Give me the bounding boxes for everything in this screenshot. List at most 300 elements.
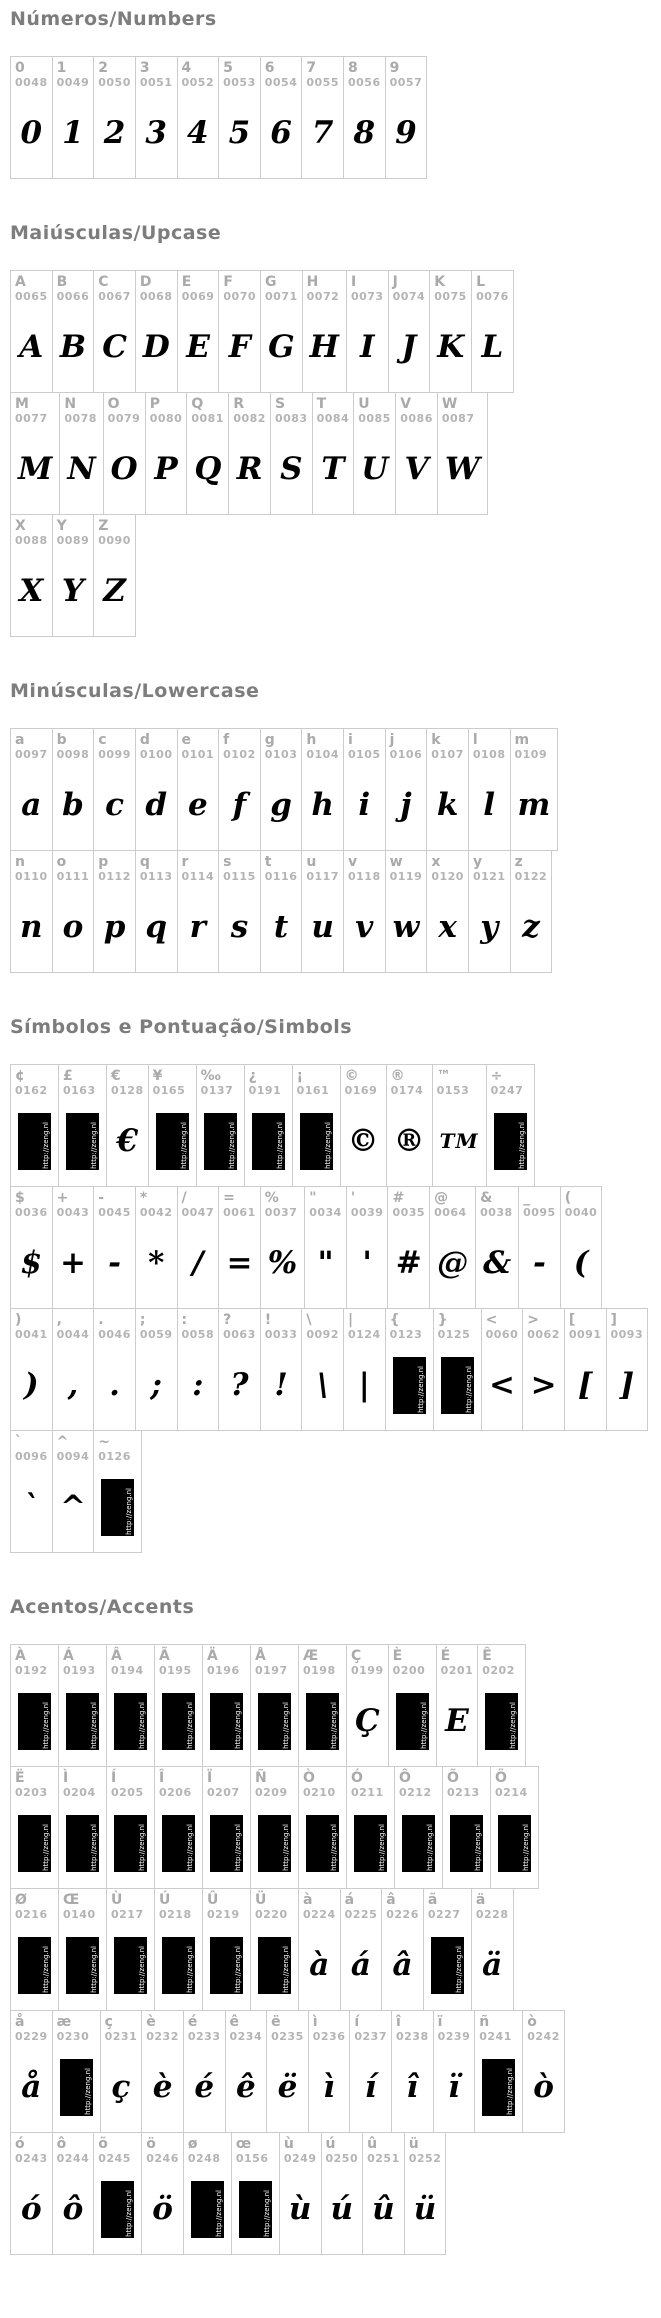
cell-glyph [347, 1224, 388, 1308]
cell-char-label: D [139, 274, 152, 290]
cell-glyph [430, 308, 471, 392]
cell-glyph [511, 888, 552, 972]
glyph-char: T [321, 451, 345, 487]
cell-char-label: ; [139, 1312, 146, 1328]
cell-char-label: B [56, 274, 68, 290]
cell-glyph [136, 308, 177, 392]
cell-glyph [427, 888, 468, 972]
cell-unicode-code: 0121 [472, 870, 506, 883]
char-cell [429, 270, 472, 393]
missing-glyph-box [239, 2181, 272, 2238]
cell-header [232, 2133, 279, 2170]
cell-header [53, 851, 94, 888]
cell-char-label: _ [523, 1190, 531, 1206]
cell-header [178, 1309, 219, 1346]
char-cell [106, 1644, 155, 1767]
cell-header [302, 1309, 343, 1346]
glyph-char: L [481, 329, 504, 365]
missing-glyph-box [402, 1815, 435, 1872]
cell-glyph [178, 1346, 219, 1430]
cell-unicode-code: 0156 [235, 2152, 269, 2165]
cell-header [523, 2011, 564, 2048]
cell-header [344, 851, 385, 888]
cell-header [53, 1187, 94, 1224]
char-cell [468, 850, 511, 973]
char-cell [437, 392, 488, 515]
cell-header [197, 1065, 244, 1102]
cell-glyph [261, 308, 302, 392]
cell-glyph [53, 888, 94, 972]
cell-char-label: < [485, 1312, 498, 1328]
cell-header [388, 1187, 429, 1224]
glyph-char: i [358, 787, 371, 823]
glyph-char: S [280, 451, 303, 487]
char-cell [93, 56, 136, 179]
cell-header [482, 1309, 523, 1346]
cell-char-label: ç [104, 2014, 113, 2030]
cell-glyph [434, 2048, 475, 2132]
cell-glyph [523, 2048, 564, 2132]
cell-unicode-code: 0250 [325, 2152, 359, 2165]
glyph-char: é [194, 2069, 215, 2105]
cell-glyph [443, 1804, 490, 1888]
cell-unicode-code: 0235 [271, 2030, 304, 2043]
missing-glyph-box [101, 1479, 134, 1536]
cell-char-label: ò [527, 2014, 537, 2030]
cell-unicode-code: 0140 [63, 1908, 96, 1921]
cell-unicode-code: 0101 [181, 748, 215, 761]
char-cell [177, 1308, 220, 1431]
cell-glyph [386, 94, 427, 178]
cell-unicode-code: 0036 [15, 1206, 48, 1219]
glyph-char: q [145, 909, 168, 945]
char-row [10, 2010, 564, 2133]
char-cell [391, 2010, 434, 2133]
cell-char-label: E [181, 274, 192, 290]
char-cell [475, 1186, 519, 1309]
cell-char-label: ‰ [200, 1068, 221, 1084]
cell-glyph [60, 430, 102, 514]
cell-unicode-code: 0169 [344, 1084, 378, 1097]
cell-char-label: m [514, 732, 530, 748]
glyph-char: E [186, 329, 210, 365]
cell-unicode-code: 0090 [98, 534, 131, 547]
cell-unicode-code: 0239 [437, 2030, 471, 2043]
cell-header [94, 1309, 135, 1346]
char-cell [260, 56, 303, 179]
char-cell [388, 1644, 437, 1767]
missing-glyph-box [494, 1113, 527, 1170]
cell-glyph [197, 1102, 244, 1186]
cell-unicode-code: 0118 [348, 870, 381, 883]
char-cell [346, 270, 389, 393]
cell-glyph [487, 1102, 534, 1186]
glyph-char: D [142, 329, 170, 365]
cell-glyph [229, 430, 270, 514]
cell-glyph [388, 1224, 429, 1308]
char-cell [10, 1186, 53, 1309]
char-cell [349, 2010, 392, 2133]
cell-glyph [53, 766, 94, 850]
glyph-char: ö [152, 2191, 173, 2227]
glyph-char: G [268, 329, 295, 365]
char-cell [93, 728, 136, 851]
cell-glyph [302, 94, 343, 178]
cell-glyph [53, 2048, 100, 2132]
cell-char-label: À [15, 1648, 26, 1664]
cell-glyph [94, 1468, 141, 1552]
cell-header [94, 1431, 141, 1468]
cell-char-label: ® [390, 1068, 405, 1084]
cell-char-label: ¿ [248, 1068, 257, 1084]
glyph-char: l [483, 787, 496, 823]
glyph-char: ï [448, 2069, 460, 2105]
missing-glyph-box [210, 1937, 243, 1994]
cell-char-label: â [386, 1892, 396, 1908]
char-cell [250, 1888, 299, 2011]
cell-char-label: á [344, 1892, 355, 1908]
cell-header [187, 393, 228, 430]
cell-header [53, 2133, 94, 2170]
cell-unicode-code: 0203 [15, 1786, 48, 1799]
cell-glyph [219, 1224, 260, 1308]
char-cell [52, 56, 95, 179]
cell-header [302, 851, 343, 888]
cell-header [11, 2133, 52, 2170]
cell-glyph [302, 888, 343, 972]
cell-glyph [53, 552, 94, 636]
char-cell [395, 392, 438, 515]
glyph-char: U [361, 451, 389, 487]
char-cell [518, 1186, 561, 1309]
glyph-char: I [359, 329, 375, 365]
missing-glyph-box [60, 2059, 93, 2116]
cell-char-label: P [149, 396, 160, 412]
watermark-text: http://zeng.nl [506, 2067, 515, 2115]
cell-header [472, 1889, 513, 1926]
cell-glyph [437, 1682, 478, 1766]
cell-glyph [347, 1804, 394, 1888]
cell-glyph [155, 1926, 202, 2010]
cell-header [178, 271, 219, 308]
cell-unicode-code: 0119 [389, 870, 423, 883]
cell-glyph [53, 1468, 94, 1552]
char-cell [231, 2132, 280, 2255]
watermark-text: http://zeng.nl [517, 1121, 526, 1169]
cell-char-label: ™ [436, 1068, 451, 1084]
cell-unicode-code: 0196 [207, 1664, 240, 1677]
cell-char-label: p [98, 854, 109, 870]
cell-glyph [136, 766, 177, 850]
cell-header [178, 1187, 219, 1224]
char-cell [58, 1064, 107, 1187]
cell-unicode-code: 0065 [15, 290, 48, 303]
cell-unicode-code: 0038 [480, 1206, 513, 1219]
glyph-char: & [483, 1245, 512, 1281]
cell-header [261, 1187, 304, 1224]
cell-glyph [94, 94, 135, 178]
cell-char-label: F [223, 274, 233, 290]
char-cell [436, 1644, 479, 1767]
char-cell [145, 392, 188, 515]
char-row [10, 56, 426, 179]
cell-header [184, 2011, 225, 2048]
char-cell [388, 270, 431, 393]
missing-glyph-box [162, 1937, 195, 1994]
cell-char-label: J [392, 274, 398, 290]
cell-header [271, 393, 312, 430]
cell-char-label: f [223, 732, 230, 748]
cell-header [94, 57, 135, 94]
cell-char-label: T [316, 396, 327, 412]
cell-char-label: M [15, 396, 29, 412]
cell-unicode-code: 0053 [223, 76, 256, 89]
cell-unicode-code: 0061 [223, 1206, 256, 1219]
cell-glyph [94, 2170, 141, 2254]
cell-glyph [184, 2170, 231, 2254]
cell-unicode-code: 0228 [475, 1908, 509, 1921]
section-title: Símbolos e Pontuação/Simbols [10, 1016, 353, 1038]
cell-header [302, 729, 343, 766]
cell-glyph [136, 1224, 177, 1308]
section-title: Acentos/Accents [10, 1596, 195, 1618]
missing-glyph-box [18, 1693, 51, 1750]
cell-unicode-code: 0080 [149, 412, 183, 425]
glyph-char: ë [277, 2069, 298, 2105]
cell-char-label: a [15, 732, 25, 748]
section-table [10, 1644, 661, 2255]
cell-header [219, 1187, 260, 1224]
char-cell [52, 270, 95, 393]
cell-glyph [482, 1346, 523, 1430]
char-row [10, 1888, 513, 2011]
watermark-text: http://zeng.nl [186, 1823, 194, 1871]
missing-glyph-box [210, 1693, 243, 1750]
cell-header [299, 1889, 340, 1926]
cell-glyph [607, 1346, 648, 1430]
glyph-char: í [364, 2069, 377, 2105]
cell-char-label: ä [475, 1892, 486, 1908]
cell-char-label: ó [15, 2136, 25, 2152]
cell-header [344, 1309, 385, 1346]
watermark-text: http://zeng.nl [378, 1823, 386, 1871]
cell-char-label: Æ [303, 1648, 319, 1664]
cell-unicode-code: 0153 [436, 1084, 470, 1097]
cell-glyph [344, 888, 385, 972]
cell-glyph [511, 766, 558, 850]
cell-header [11, 1645, 58, 1682]
cell-header [386, 851, 427, 888]
cell-char-label: g [264, 732, 275, 748]
cell-header [299, 1645, 346, 1682]
char-cell [387, 1186, 430, 1309]
char-cell [10, 1766, 59, 1889]
missing-glyph-box [18, 1815, 51, 1872]
char-cell [100, 2010, 143, 2133]
cell-glyph [347, 1682, 388, 1766]
glyph-char: J [401, 329, 417, 365]
char-cell [298, 1766, 347, 1889]
section-title: Números/Numbers [10, 8, 217, 30]
cell-char-label: Z [98, 518, 109, 534]
cell-char-label: ë [271, 2014, 281, 2030]
cell-unicode-code: 0079 [107, 412, 141, 425]
cell-unicode-code: 0110 [15, 870, 48, 883]
char-row [10, 514, 135, 637]
watermark-text: http://zeng.nl [138, 1945, 146, 1993]
cell-char-label: o [56, 854, 67, 870]
cell-unicode-code: 0224 [303, 1908, 336, 1921]
cell-char-label: ? [223, 1312, 232, 1328]
cell-char-label: Î [159, 1770, 165, 1786]
cell-char-label: { [389, 1312, 400, 1328]
char-cell [346, 1644, 389, 1767]
glyph-char: ) [23, 1367, 39, 1403]
cell-char-label: A [15, 274, 26, 290]
cell-glyph [344, 1346, 385, 1430]
cell-unicode-code: 0056 [348, 76, 381, 89]
cell-char-label: 3 [139, 60, 150, 76]
cell-header [261, 729, 302, 766]
cell-char-label: N [64, 396, 77, 412]
cell-header [53, 57, 94, 94]
char-cell [52, 1186, 95, 1309]
cell-unicode-code: 0244 [56, 2152, 90, 2165]
char-cell [432, 1064, 487, 1187]
char-cell [106, 1766, 155, 1889]
glyph-char: - [532, 1245, 546, 1281]
section-title: Minúsculas/Lowercase [10, 680, 260, 702]
char-cell [58, 1888, 107, 2011]
cell-glyph [53, 94, 94, 178]
cell-unicode-code: 0078 [64, 412, 97, 425]
glyph-char: î [406, 2069, 419, 2105]
cell-glyph [11, 1682, 58, 1766]
char-cell [385, 56, 428, 179]
missing-glyph-box [162, 1815, 195, 1872]
glyph-char: $ [20, 1245, 43, 1281]
cell-unicode-code: 0095 [523, 1206, 556, 1219]
char-cell [10, 1644, 59, 1767]
cell-unicode-code: 0197 [255, 1664, 288, 1677]
watermark-text: http://zeng.nl [416, 1365, 425, 1413]
cell-glyph [267, 2048, 308, 2132]
cell-unicode-code: 0245 [98, 2152, 131, 2165]
char-cell [135, 850, 178, 973]
cell-unicode-code: 0246 [146, 2152, 179, 2165]
cell-char-label: 6 [264, 60, 275, 76]
cell-unicode-code: 0087 [441, 412, 475, 425]
cell-unicode-code: 0206 [159, 1786, 192, 1799]
cell-glyph [491, 1804, 538, 1888]
cell-glyph [107, 1102, 148, 1186]
cell-unicode-code: 0044 [56, 1328, 90, 1341]
cell-glyph [299, 1682, 346, 1766]
cell-char-label: j [389, 732, 395, 748]
cell-unicode-code: 0068 [139, 290, 173, 303]
char-cell [202, 1766, 251, 1889]
cell-char-label: R [233, 396, 245, 412]
glyph-char: # [395, 1245, 422, 1281]
char-cell [10, 2010, 53, 2133]
glyph-char: c [105, 787, 124, 823]
cell-glyph [53, 2170, 94, 2254]
cell-header [386, 729, 427, 766]
cell-header [344, 729, 385, 766]
cell-glyph [433, 1102, 486, 1186]
char-cell [52, 2132, 95, 2255]
cell-header [607, 1309, 648, 1346]
char-cell [474, 2010, 523, 2133]
glyph-char: ç [111, 2069, 131, 2105]
cell-header [389, 1645, 436, 1682]
watermark-text: http://zeng.nl [234, 1823, 242, 1871]
cell-char-label: ô [56, 2136, 67, 2152]
char-cell [10, 850, 53, 973]
missing-glyph-box [300, 1113, 333, 1170]
missing-glyph-box [393, 1357, 426, 1414]
cell-unicode-code: 0232 [146, 2030, 179, 2043]
cell-unicode-code: 0052 [181, 76, 215, 89]
cell-char-label: - [98, 1190, 105, 1206]
char-cell [321, 2132, 364, 2255]
cell-unicode-code: 0109 [514, 748, 548, 761]
cell-header [476, 1187, 518, 1224]
missing-glyph-box [306, 1693, 339, 1750]
cell-char-label: å [15, 2014, 25, 2030]
cell-char-label: / [181, 1190, 187, 1206]
cell-header [344, 57, 385, 94]
cell-char-label: e [181, 732, 191, 748]
cell-header [519, 1187, 560, 1224]
glyph-char: a [21, 787, 42, 823]
missing-glyph-box [18, 1113, 51, 1170]
char-cell [522, 2010, 565, 2133]
cell-unicode-code: 0174 [390, 1084, 424, 1097]
cell-unicode-code: 0057 [389, 76, 423, 89]
cell-glyph [107, 1682, 154, 1766]
missing-glyph-box [441, 1357, 474, 1414]
section-table [10, 1064, 661, 1553]
cell-header [94, 729, 135, 766]
char-cell [304, 1186, 347, 1309]
glyph-char: : [192, 1367, 204, 1403]
cell-glyph [472, 308, 513, 392]
glyph-char: 9 [395, 115, 417, 151]
cell-header [478, 1645, 525, 1682]
cell-unicode-code: 0202 [482, 1664, 515, 1677]
cell-char-label: è [146, 2014, 156, 2030]
cell-char-label: ø [187, 2136, 198, 2152]
cell-char-label: Õ [447, 1770, 459, 1786]
cell-unicode-code: 0192 [15, 1664, 48, 1677]
cell-header [511, 851, 552, 888]
glyph-char: 1 [62, 115, 84, 151]
cell-unicode-code: 0102 [223, 748, 256, 761]
watermark-text: http://zeng.nl [330, 1823, 338, 1871]
char-cell [177, 56, 220, 179]
cell-char-label: K [434, 274, 446, 290]
cell-glyph [396, 430, 437, 514]
watermark-text: http://zeng.nl [282, 1945, 290, 1993]
cell-glyph [142, 2170, 183, 2254]
cell-header [427, 729, 468, 766]
glyph-char: TM [439, 1129, 479, 1153]
cell-char-label: ñ [479, 2014, 490, 2030]
char-row [10, 392, 487, 515]
cell-glyph [107, 1926, 154, 2010]
glyph-char: 6 [270, 115, 292, 151]
